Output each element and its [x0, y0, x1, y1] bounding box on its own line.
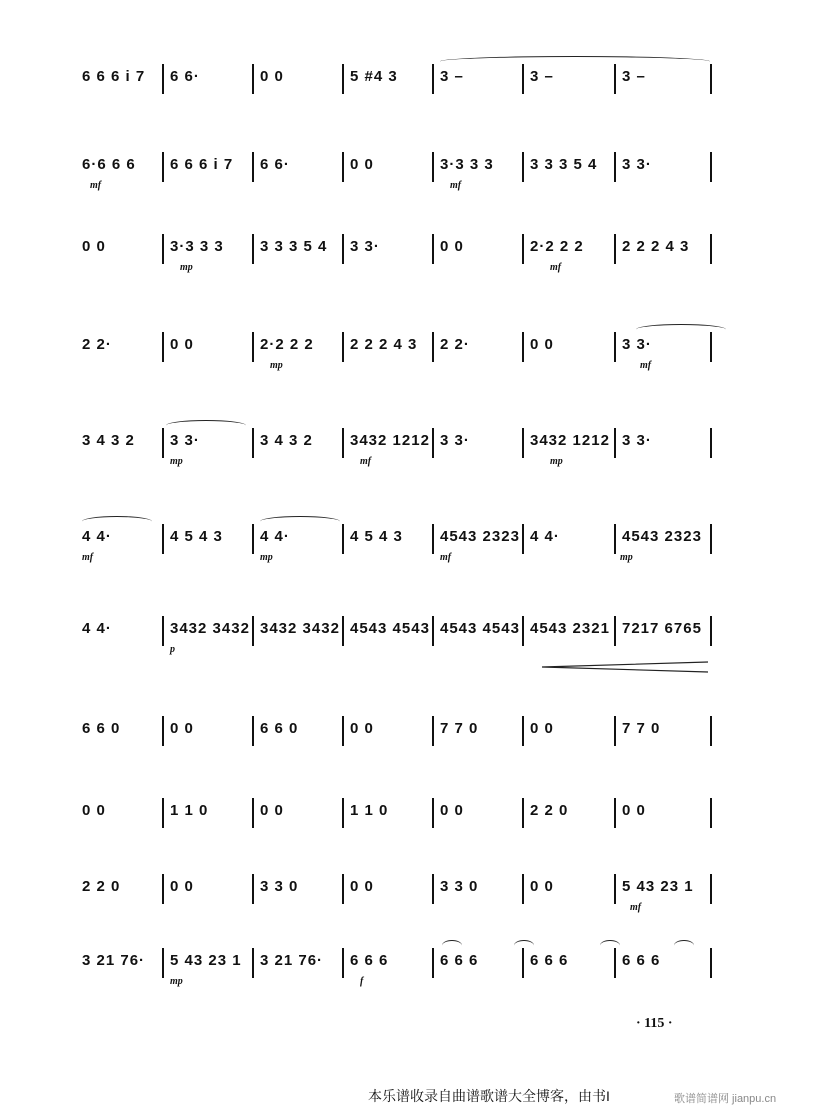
barline [614, 616, 616, 646]
measure: 3 3· [170, 432, 200, 449]
barline [162, 332, 164, 362]
measure: 3·3 3 3 [170, 238, 224, 255]
measure: 3 3· [440, 432, 470, 449]
measure: 5 43 23 1 [622, 878, 694, 895]
barline [342, 948, 344, 978]
measure: 3·3 3 3 [440, 156, 494, 173]
measure: 3 3· [622, 432, 652, 449]
measure: 6 6 6 [440, 952, 479, 969]
barline [252, 874, 254, 904]
measure: 0 0 [170, 878, 194, 895]
measure: 3 3 0 [440, 878, 479, 895]
measure: 6 6· [170, 68, 200, 85]
barline [522, 798, 524, 828]
slur-icon [674, 940, 694, 951]
measure: 6 6 6 [530, 952, 569, 969]
barline [252, 798, 254, 828]
slur-icon [514, 940, 534, 951]
measure: 0 0 [440, 802, 464, 819]
dynamic-marking: f [360, 976, 364, 987]
measure: 6 6 6 [350, 952, 389, 969]
measure: 3 3 3 5 4 [260, 238, 328, 255]
measure: 3 3 0 [260, 878, 299, 895]
barline [522, 616, 524, 646]
measure: 0 0 [530, 878, 554, 895]
page-number: · 115 · [636, 1016, 673, 1031]
watermark-text: 歌谱简谱网 jianpu.cn [674, 1093, 777, 1105]
score-system [70, 714, 730, 754]
barline [614, 332, 616, 362]
barline [162, 874, 164, 904]
measure: 2 2· [440, 336, 470, 353]
barline [710, 716, 712, 746]
barline [432, 716, 434, 746]
score-system [70, 522, 730, 562]
measure: 0 0 [260, 68, 284, 85]
measure: 2·2 2 2 [530, 238, 584, 255]
barline [342, 874, 344, 904]
measure: 2 2· [82, 336, 112, 353]
measure: 3 4 3 2 [82, 432, 135, 449]
barline [522, 64, 524, 94]
barline [522, 524, 524, 554]
score-system [70, 614, 730, 654]
barline [162, 524, 164, 554]
barline [252, 332, 254, 362]
dynamic-marking: p [170, 644, 175, 655]
measure: 4 4· [260, 528, 290, 545]
measure: 6 6 0 [260, 720, 299, 737]
measure: 2 2 2 4 3 [350, 336, 418, 353]
measure: 4543 4543 [350, 620, 430, 637]
measure: 2·2 2 2 [260, 336, 314, 353]
dynamic-marking: mp [550, 456, 563, 467]
measure: 1 1 0 [170, 802, 209, 819]
measure: 0 0 [82, 802, 106, 819]
measure: 4543 2323 [440, 528, 520, 545]
barline [432, 798, 434, 828]
barline [162, 64, 164, 94]
barline [614, 428, 616, 458]
barline [342, 152, 344, 182]
measure: 3 3 3 5 4 [530, 156, 598, 173]
dynamic-marking: mf [82, 552, 94, 563]
barline [342, 616, 344, 646]
measure: 3 3· [350, 238, 380, 255]
barline [522, 152, 524, 182]
barline [162, 616, 164, 646]
dynamic-marking: mp [270, 360, 283, 371]
barline [162, 152, 164, 182]
dynamic-marking: mf [360, 456, 372, 467]
barline [162, 234, 164, 264]
barline [710, 64, 712, 94]
measure: 2 2 0 [82, 878, 121, 895]
score-system [70, 946, 730, 986]
barline [252, 616, 254, 646]
barline [614, 948, 616, 978]
barline [710, 524, 712, 554]
slur-icon [166, 420, 246, 431]
dynamic-marking: mf [90, 180, 102, 191]
slur-icon [442, 940, 462, 951]
measure: 6 6 6 [622, 952, 661, 969]
dynamic-marking: mf [630, 902, 642, 913]
measure: 3 3· [622, 156, 652, 173]
barline [614, 64, 616, 94]
measure: 0 0 [530, 336, 554, 353]
barline [162, 428, 164, 458]
score-system [70, 150, 730, 190]
barline [710, 874, 712, 904]
measure: 0 0 [170, 336, 194, 353]
score-system [70, 330, 730, 370]
measure: 5 #4 3 [350, 68, 398, 85]
measure: 7217 6765 [622, 620, 702, 637]
slur-icon [82, 516, 152, 527]
barline [710, 152, 712, 182]
barline [522, 716, 524, 746]
measure: 3432 3432 [170, 620, 250, 637]
barline [614, 798, 616, 828]
dynamic-marking: mp [180, 262, 193, 273]
barline [614, 152, 616, 182]
measure: 2 2 2 4 3 [622, 238, 690, 255]
barline [252, 716, 254, 746]
barline [614, 874, 616, 904]
barline [710, 798, 712, 828]
barline [432, 616, 434, 646]
measure: 0 0 [350, 720, 374, 737]
measure: 3432 3432 [260, 620, 340, 637]
barline [614, 234, 616, 264]
dynamic-marking: mp [170, 976, 183, 987]
measure: 7 7 0 [622, 720, 661, 737]
barline [162, 798, 164, 828]
barline [162, 716, 164, 746]
barline [522, 332, 524, 362]
barline [432, 152, 434, 182]
measure: 0 0 [82, 238, 106, 255]
measure: 0 0 [440, 238, 464, 255]
barline [522, 874, 524, 904]
barline [522, 428, 524, 458]
barline [432, 64, 434, 94]
measure: 3 – [440, 68, 464, 85]
measure: 4 4· [82, 620, 112, 637]
slur-icon [600, 940, 620, 951]
measure: 6 6· [260, 156, 290, 173]
barline [432, 874, 434, 904]
measure: 3432 1212 [350, 432, 430, 449]
dynamic-marking: mp [170, 456, 183, 467]
measure: 0 0 [350, 156, 374, 173]
dynamic-marking: mf [440, 552, 452, 563]
barline [342, 64, 344, 94]
measure: 4543 2321 [530, 620, 610, 637]
dynamic-marking: mf [550, 262, 562, 273]
measure: 3 – [530, 68, 554, 85]
measure: 0 0 [530, 720, 554, 737]
slur-icon [440, 56, 710, 67]
dynamic-marking: mf [450, 180, 462, 191]
barline [710, 948, 712, 978]
score-system [70, 62, 730, 102]
dynamic-marking: mf [640, 360, 652, 371]
measure: 3 3· [622, 336, 652, 353]
barline [614, 716, 616, 746]
measure: 4 5 4 3 [350, 528, 403, 545]
measure: 4 5 4 3 [170, 528, 223, 545]
measure: 4 4· [530, 528, 560, 545]
measure: 0 0 [170, 720, 194, 737]
measure: 3 21 76· [260, 952, 324, 969]
barline [342, 524, 344, 554]
measure: 2 2 0 [530, 802, 569, 819]
score-system [70, 872, 730, 912]
dynamic-marking: mp [620, 552, 633, 563]
barline [252, 428, 254, 458]
measure: 6 6 6 i 7 [82, 68, 146, 85]
barline [342, 428, 344, 458]
barline [162, 948, 164, 978]
barline [710, 332, 712, 362]
measure: 3432 1212 [530, 432, 610, 449]
barline [432, 948, 434, 978]
barline [432, 524, 434, 554]
barline [522, 948, 524, 978]
dynamic-marking: mp [260, 552, 273, 563]
measure: 0 0 [350, 878, 374, 895]
measure: 3 – [622, 68, 646, 85]
barline [342, 332, 344, 362]
measure: 0 0 [622, 802, 646, 819]
footer-text: 本乐谱收录自曲谱歌谱大全博客，由书I [368, 1088, 610, 1104]
barline [710, 616, 712, 646]
slur-icon [260, 516, 340, 527]
barline [252, 152, 254, 182]
score-system [70, 796, 730, 836]
barline [342, 234, 344, 264]
barline [432, 234, 434, 264]
barline [710, 428, 712, 458]
barline [252, 524, 254, 554]
barline [342, 798, 344, 828]
slur-icon [636, 324, 726, 335]
score-system [70, 426, 730, 466]
measure: 4543 2323 [622, 528, 702, 545]
barline [342, 716, 344, 746]
measure: 4 4· [82, 528, 112, 545]
score-system [70, 232, 730, 272]
measure: 6·6 6 6 [82, 156, 136, 173]
barline [710, 234, 712, 264]
measure: 1 1 0 [350, 802, 389, 819]
barline [522, 234, 524, 264]
measure: 6 6 0 [82, 720, 121, 737]
measure: 0 0 [260, 802, 284, 819]
barline [252, 948, 254, 978]
measure: 4543 4543 [440, 620, 520, 637]
measure: 7 7 0 [440, 720, 479, 737]
barline [432, 332, 434, 362]
barline [252, 64, 254, 94]
measure: 3 21 76· [82, 952, 146, 969]
barline [614, 524, 616, 554]
barline [432, 428, 434, 458]
measure: 3 4 3 2 [260, 432, 313, 449]
crescendo-hairpin-icon [540, 660, 710, 678]
barline [252, 234, 254, 264]
measure: 5 43 23 1 [170, 952, 242, 969]
measure: 6 6 6 i 7 [170, 156, 234, 173]
